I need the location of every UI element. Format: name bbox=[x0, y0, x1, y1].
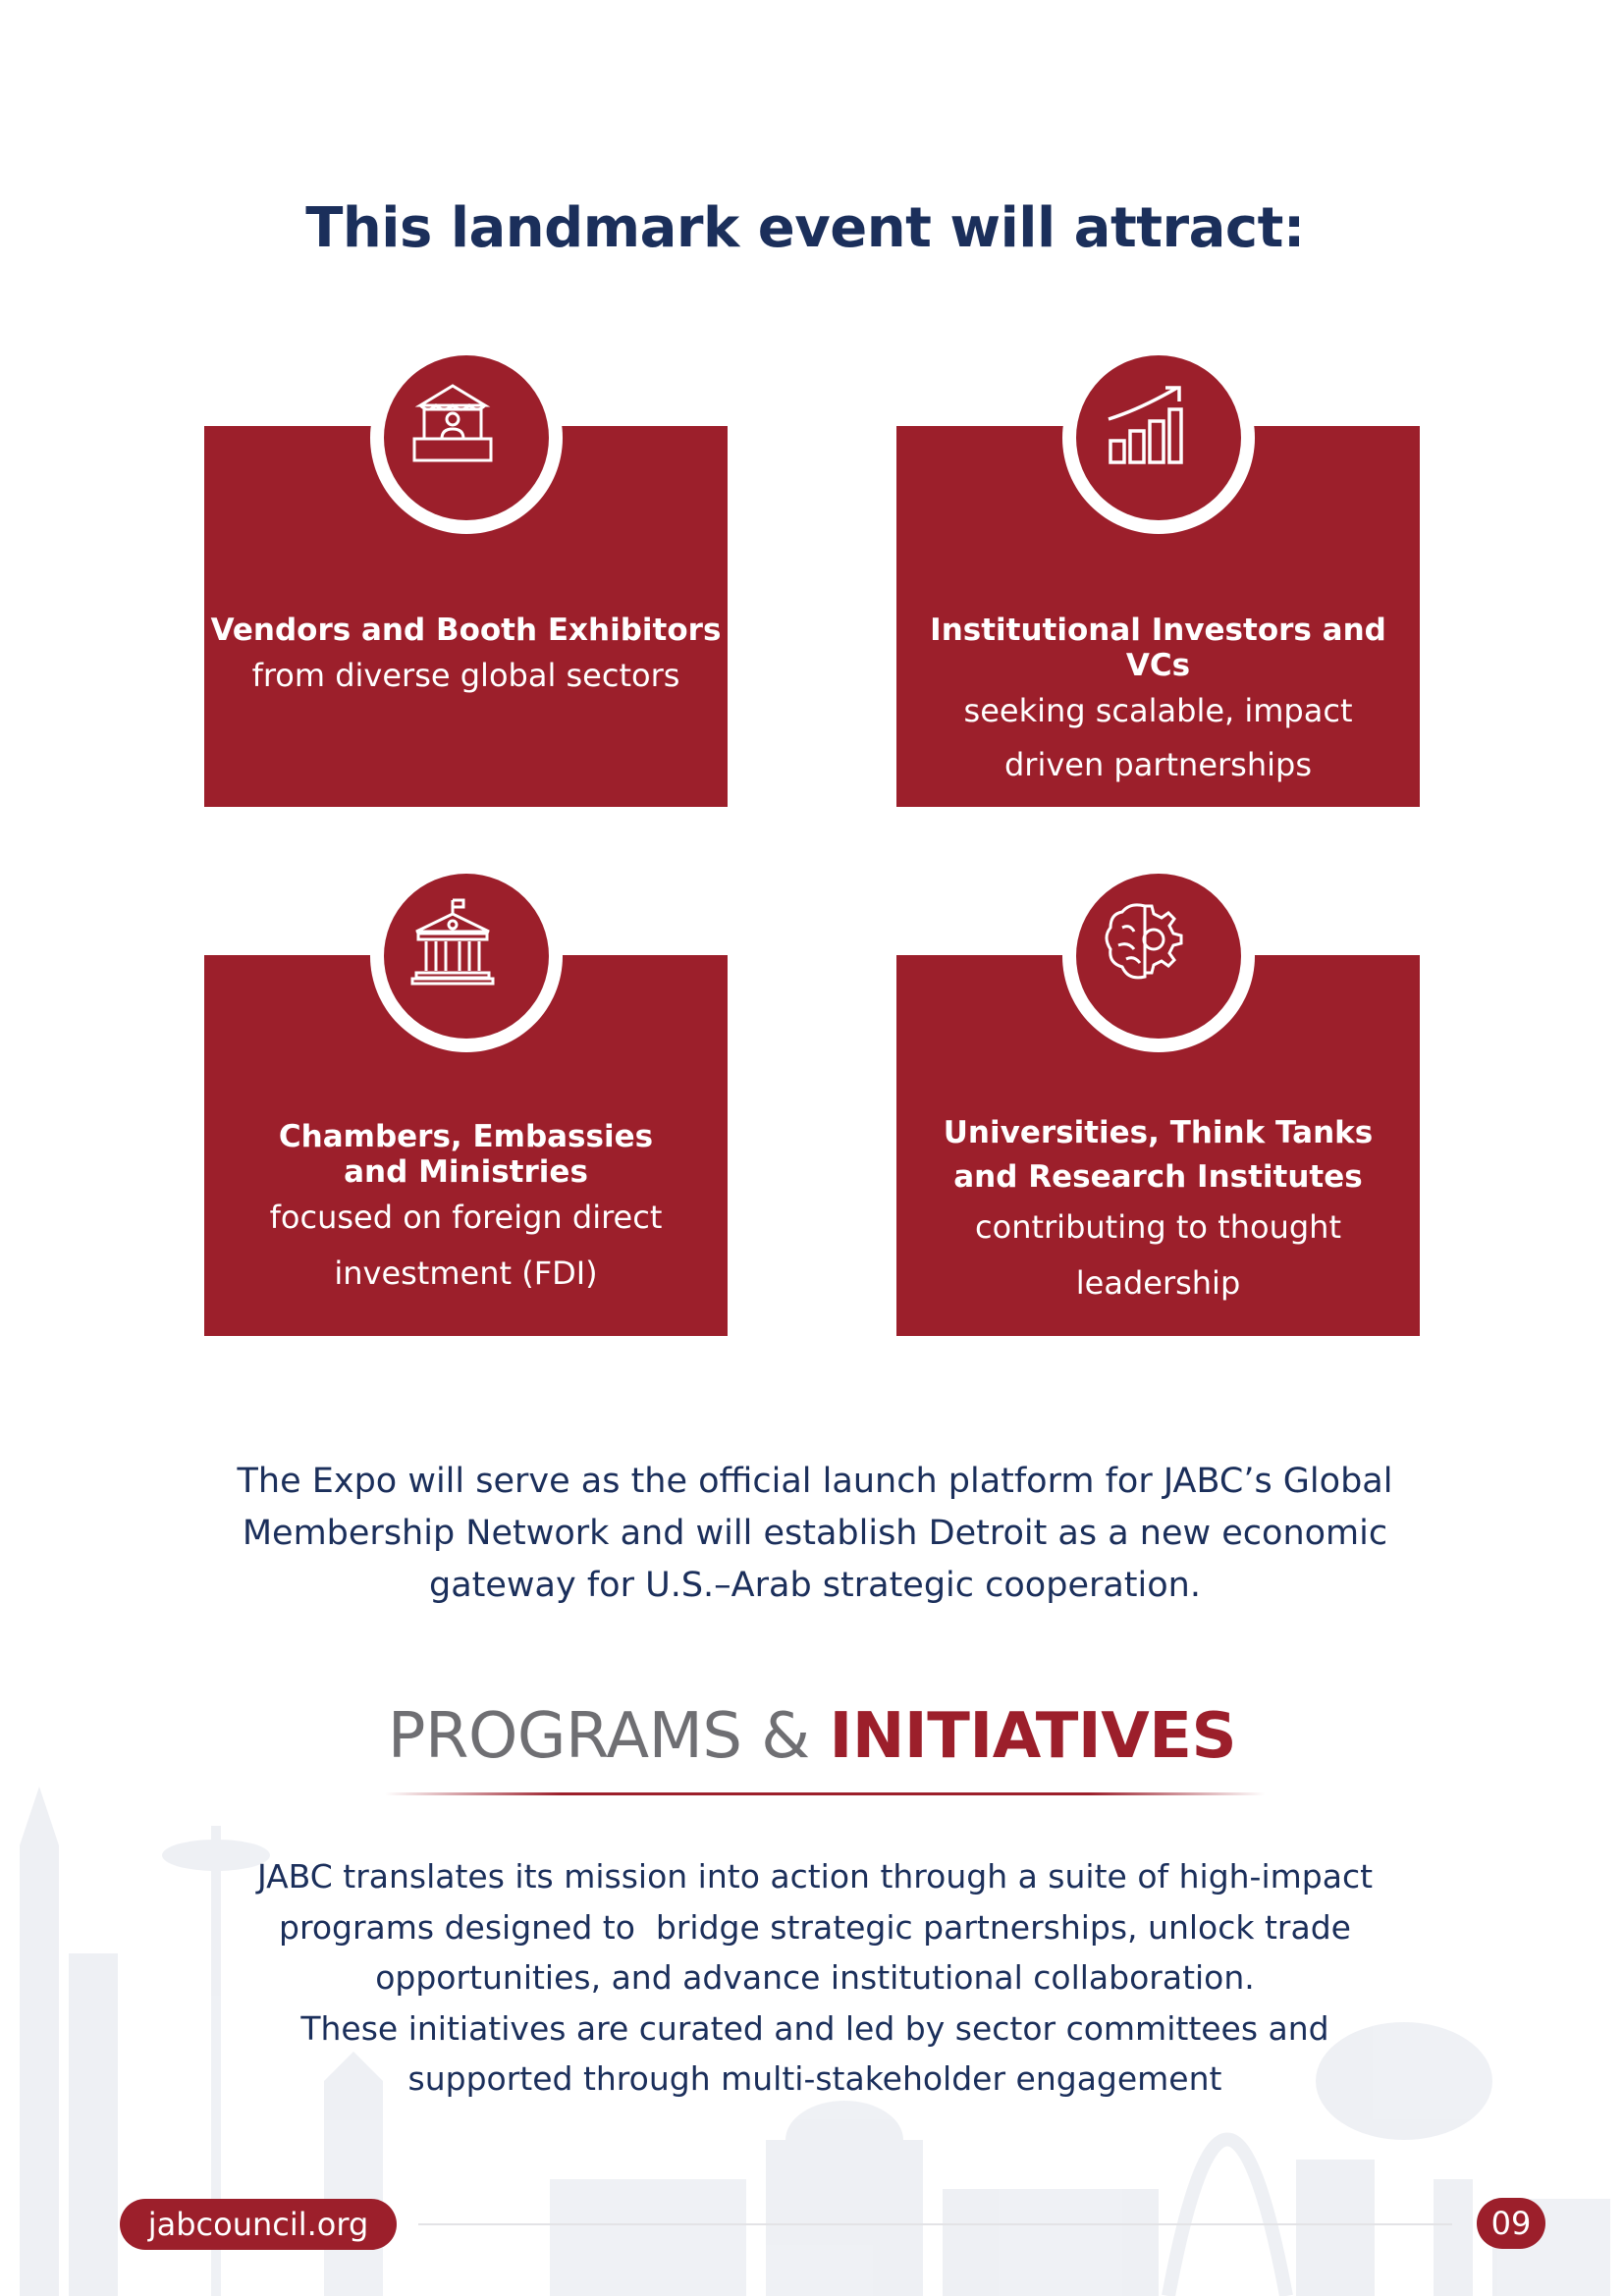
programs-line: supported through multi-stakeholder engagement bbox=[407, 2059, 1222, 2098]
footer-divider bbox=[418, 2223, 1452, 2225]
programs-heading-bold: INITIATIVES bbox=[829, 1700, 1237, 1773]
card-subtitle: contributing to thought bbox=[975, 1208, 1341, 1246]
heading-underline bbox=[385, 1792, 1265, 1795]
card-title: Vendors and Booth Exhibitors bbox=[210, 613, 722, 648]
expo-line: gateway for U.S.–Arab strategic cooperation. bbox=[429, 1566, 1201, 1605]
programs-line: opportunities, and advance institutional collaboration. bbox=[375, 1958, 1255, 1997]
booth-icon-badge bbox=[370, 342, 563, 534]
card-subtitle: leadership bbox=[1075, 1264, 1241, 1302]
website-link[interactable]: jabcouncil.org bbox=[120, 2199, 397, 2250]
card-subtitle: driven partnerships bbox=[1003, 746, 1312, 783]
card-subtitle: from diverse global sectors bbox=[251, 657, 680, 694]
card-title: Universities, Think Tanks bbox=[943, 1115, 1374, 1150]
card-title: and Ministries bbox=[344, 1154, 588, 1190]
government-building-icon bbox=[408, 898, 497, 987]
programs-paragraph bbox=[216, 1851, 1414, 2105]
brain-gear-icon-badge bbox=[1062, 860, 1255, 1052]
card-subtitle: seeking scalable, impact bbox=[963, 692, 1353, 729]
expo-line: The Expo will serve as the official launch platform for JABC’s Global bbox=[237, 1462, 1393, 1501]
programs-heading bbox=[0, 1700, 1624, 1773]
programs-heading-light: PROGRAMS & bbox=[387, 1700, 810, 1773]
card-title: Chambers, Embassies bbox=[278, 1119, 654, 1154]
card-subtitle: focused on foreign direct bbox=[269, 1199, 663, 1236]
growth-chart-icon-badge bbox=[1062, 342, 1255, 534]
booth-icon bbox=[408, 380, 497, 468]
programs-line: JABC translates its mission into action through a suite of high-impact bbox=[256, 1857, 1374, 1896]
card-title: and Research Institutes bbox=[953, 1159, 1363, 1195]
expo-paragraph bbox=[216, 1456, 1414, 1612]
programs-line: These initiatives are curated and led by sector committees and bbox=[300, 2008, 1329, 2048]
page-number: 09 bbox=[1477, 2198, 1545, 2249]
page-title: This landmark event will attract: bbox=[305, 196, 1305, 260]
growth-chart-icon bbox=[1101, 380, 1189, 468]
brain-gear-icon bbox=[1101, 898, 1189, 987]
government-building-icon-badge bbox=[370, 860, 563, 1052]
card-title: Institutional Investors and VCs bbox=[930, 613, 1386, 683]
expo-line: Membership Network and will establish Detroit as a new economic bbox=[242, 1514, 1388, 1553]
programs-line: programs designed to bridge strategic partnerships, unlock trade bbox=[279, 1907, 1351, 1947]
card-subtitle: investment (FDI) bbox=[334, 1255, 598, 1292]
